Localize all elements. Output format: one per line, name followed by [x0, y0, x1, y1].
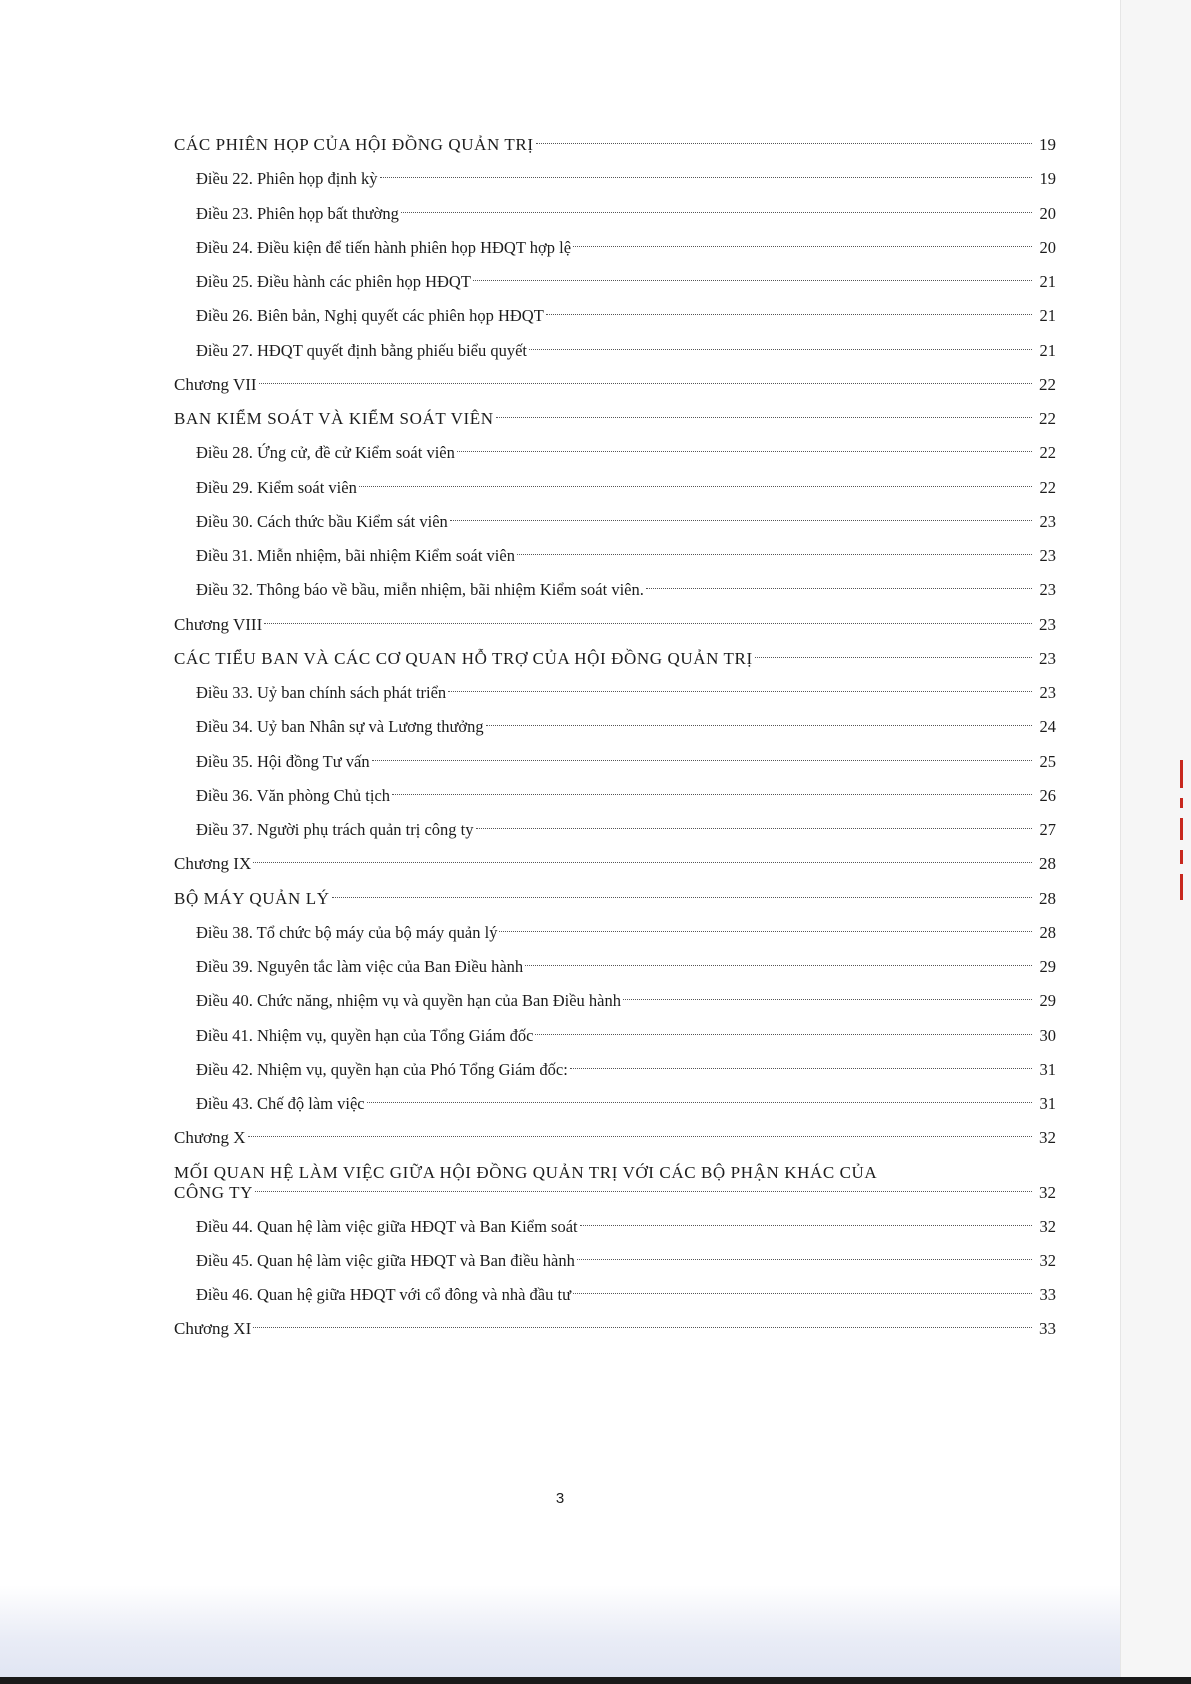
toc-leader-dots — [573, 245, 1032, 247]
toc-entry-page: 21 — [1039, 272, 1056, 291]
toc-entry-title: Điều 32. Thông báo về bầu, miễn nhiệm, bãi nhiệm Kiểm soát viên. — [196, 580, 644, 600]
toc-entry-title: Điều 45. Quan hệ làm việc giữa HĐQT và Ban điều hành — [196, 1250, 575, 1270]
toc-entry — [174, 710, 1056, 744]
toc-leader-dots — [264, 622, 1032, 624]
toc-entry — [174, 916, 1056, 950]
toc-entry — [174, 779, 1056, 813]
toc-entry-page: 33 — [1039, 1319, 1056, 1339]
toc-leader-dots — [499, 930, 1032, 932]
toc-entry-page: 23 — [1039, 546, 1056, 565]
toc-leader-dots — [367, 1101, 1032, 1103]
toc-entry-page: 22 — [1039, 374, 1056, 394]
toc-entry-page: 31 — [1039, 1094, 1056, 1113]
toc-entry-title: Điều 36. Văn phòng Chủ tịch — [196, 785, 391, 805]
toc-entry-page: 32 — [1039, 1128, 1056, 1148]
toc-entry-page: 23 — [1039, 648, 1056, 668]
toc-leader-dots — [473, 279, 1032, 281]
toc-entry-title: Chương X — [174, 1128, 246, 1148]
toc-entry — [174, 642, 1056, 676]
toc-entry-wrapped — [174, 1156, 1056, 1210]
toc-leader-dots — [535, 1033, 1032, 1035]
toc-entry-title: Điều 31. Miễn nhiệm, bãi nhiệm Kiểm soát viên — [196, 546, 515, 565]
toc-leader-dots — [536, 142, 1032, 144]
toc-entry-title: Điều 24. Điều kiện để tiến hành phiên họp HĐQT hợp lệ — [196, 237, 572, 257]
toc-entry — [174, 471, 1056, 505]
toc-entry-title: Chương VII — [174, 374, 257, 394]
toc-leader-dots — [253, 861, 1032, 863]
toc-leader-dots — [476, 827, 1033, 829]
toc-leader-dots — [248, 1135, 1032, 1137]
toc-entry — [174, 368, 1056, 402]
toc-entry-page: 21 — [1039, 306, 1056, 326]
toc-entry-page: 33 — [1039, 1285, 1056, 1304]
toc-entry — [174, 1053, 1056, 1087]
toc-entry-title: Điều 35. Hội đồng Tư vấn — [196, 751, 370, 771]
toc-main-entries — [174, 128, 1056, 1156]
toc-leader-dots — [255, 1190, 1032, 1192]
toc-entry-title: CÁC TIỂU BAN VÀ CÁC CƠ QUAN HỖ TRỢ CỦA HỘI ĐỒNG QUẢN TRỊ — [174, 648, 753, 668]
toc-entry-page: 31 — [1039, 1059, 1056, 1079]
toc-leader-dots — [359, 485, 1032, 487]
toc-entry-page: 23 — [1039, 683, 1056, 702]
toc-leader-dots — [401, 211, 1032, 213]
toc-entry — [174, 813, 1056, 847]
toc-entry — [174, 197, 1056, 231]
toc-entry-page: 32 — [1039, 1216, 1056, 1236]
toc-leader-dots — [332, 896, 1032, 898]
toc-entry-page: 22 — [1039, 443, 1056, 463]
toc-entry-title: Điều 29. Kiểm soát viên — [196, 477, 357, 497]
scan-shadow — [0, 1585, 1120, 1684]
toc-entry-page: 28 — [1039, 888, 1056, 908]
toc-entry — [174, 1244, 1056, 1278]
toc-entry-page: 20 — [1039, 203, 1056, 223]
toc-entry-title: Điều 46. Quan hệ giữa HĐQT với cổ đông và nhà đầu tư — [196, 1285, 572, 1304]
toc-entry-title: Điều 22. Phiên họp định kỳ — [196, 169, 378, 189]
toc-entry — [174, 882, 1056, 916]
toc-entry-title: Chương IX — [174, 854, 252, 874]
toc-entry-page: 32 — [1039, 1182, 1056, 1202]
toc-entry-page: 23 — [1039, 511, 1056, 531]
toc-entry-title: Chương VIII — [174, 614, 263, 634]
toc-entry — [174, 1019, 1056, 1053]
toc-entry-title: Điều 27. HĐQT quyết định bằng phiếu biểu quyết — [196, 340, 528, 360]
toc-entry-title: Chương XI — [174, 1319, 252, 1339]
toc-entry-title: Điều 34. Uỷ ban Nhân sự và Lương thưởng — [196, 717, 484, 737]
toc-entry-page: 26 — [1039, 785, 1056, 805]
toc-leader-dots — [486, 724, 1032, 726]
toc-leader-dots — [573, 1292, 1032, 1294]
toc-entry-page: 29 — [1039, 957, 1056, 976]
toc-entry-page: 27 — [1039, 820, 1056, 839]
table-of-contents — [174, 128, 1056, 1347]
toc-entry-page: 24 — [1039, 717, 1056, 737]
toc-leader-dots — [580, 1224, 1032, 1226]
toc-entry-title: Điều 30. Cách thức bầu Kiểm sát viên — [196, 511, 448, 531]
toc-leader-dots — [372, 759, 1032, 761]
toc-entry — [174, 334, 1056, 368]
toc-entry — [174, 265, 1056, 299]
toc-entry — [174, 1210, 1056, 1244]
red-stamp-mark — [1180, 760, 1186, 920]
toc-entry-page: 19 — [1039, 169, 1056, 189]
toc-entry-title: BAN KIỂM SOÁT VÀ KIỂM SOÁT VIÊN — [174, 409, 494, 428]
toc-leader-dots — [517, 553, 1032, 555]
toc-leader-dots — [755, 656, 1032, 658]
toc-leader-dots — [450, 519, 1032, 521]
toc-leader-dots — [253, 1326, 1032, 1328]
toc-entry-page: 25 — [1039, 751, 1056, 771]
toc-entry-title: Điều 41. Nhiệm vụ, quyền hạn của Tổng Giám đốc — [196, 1025, 534, 1045]
toc-leader-dots — [646, 587, 1032, 589]
page-number: 3 — [555, 1490, 565, 1507]
toc-entry-page: 21 — [1039, 340, 1056, 360]
toc-leader-dots — [623, 998, 1032, 1000]
toc-entry-title: Điều 23. Phiên họp bất thường — [196, 203, 399, 223]
toc-entry-page: 23 — [1039, 580, 1056, 600]
toc-entry-page: 23 — [1039, 614, 1056, 634]
toc-entry — [174, 847, 1056, 881]
toc-entry-title: Điều 43. Chế độ làm việc — [196, 1094, 365, 1113]
toc-leader-dots — [259, 382, 1032, 384]
toc-leader-dots — [457, 450, 1032, 452]
toc-entry-title: Điều 44. Quan hệ làm việc giữa HĐQT và Ban Kiểm soát — [196, 1216, 578, 1236]
toc-entry-line2 — [174, 1183, 1056, 1203]
toc-entry-title: BỘ MÁY QUẢN LÝ — [174, 888, 330, 908]
toc-leader-dots — [496, 416, 1032, 418]
toc-entry-page: 30 — [1039, 1025, 1056, 1045]
toc-entry-page: 22 — [1039, 477, 1056, 497]
toc-leader-dots — [577, 1258, 1032, 1260]
toc-entry — [174, 299, 1056, 333]
toc-leader-dots — [546, 313, 1032, 315]
toc-entry — [174, 984, 1056, 1018]
toc-leader-dots — [570, 1067, 1032, 1069]
toc-entry — [174, 1278, 1056, 1312]
toc-entry — [174, 676, 1056, 710]
toc-entry-title: Điều 37. Người phụ trách quản trị công ty — [196, 820, 474, 839]
toc-entry-page: 29 — [1039, 991, 1056, 1011]
toc-entry-title: Điều 33. Uỷ ban chính sách phát triển — [196, 683, 447, 702]
toc-entry-page: 28 — [1039, 922, 1056, 942]
toc-entry — [174, 608, 1056, 642]
toc-entry — [174, 231, 1056, 265]
toc-entry — [174, 128, 1056, 162]
toc-entry-title: Điều 38. Tổ chức bộ máy của bộ máy quản lý — [196, 922, 498, 942]
toc-entry-title-line2: CÔNG TY — [174, 1182, 253, 1202]
toc-entry — [174, 573, 1056, 607]
toc-entry — [174, 950, 1056, 984]
toc-entry-page: 28 — [1039, 854, 1056, 874]
toc-leader-dots — [529, 348, 1032, 350]
toc-leader-dots — [380, 176, 1033, 178]
toc-entry-title: CÁC PHIÊN HỌP CỦA HỘI ĐỒNG QUẢN TRỊ — [174, 135, 534, 154]
toc-leader-dots — [448, 690, 1032, 692]
toc-leader-dots — [525, 964, 1032, 966]
toc-entry — [174, 1087, 1056, 1121]
toc-tail-entries — [174, 1210, 1056, 1347]
toc-entry — [174, 1312, 1056, 1346]
toc-entry — [174, 1121, 1056, 1155]
toc-entry — [174, 539, 1056, 573]
toc-entry-title-line1: MỐI QUAN HỆ LÀM VIỆC GIỮA HỘI ĐỒNG QUẢN TRỊ VỚI CÁC BỘ PHẬN KHÁC CỦA — [174, 1162, 878, 1182]
toc-entry-page: 32 — [1039, 1250, 1056, 1270]
toc-entry — [174, 162, 1056, 196]
toc-entry — [174, 402, 1056, 436]
toc-entry-title: Điều 25. Điều hành các phiên họp HĐQT — [196, 272, 471, 291]
toc-entry-page: 20 — [1039, 237, 1056, 257]
toc-entry-title: Điều 26. Biên bản, Nghị quyết các phiên họp HĐQT — [196, 306, 544, 326]
toc-entry-title: Điều 40. Chức năng, nhiệm vụ và quyền hạn của Ban Điều hành — [196, 991, 622, 1011]
toc-entry-title: Điều 42. Nhiệm vụ, quyền hạn của Phó Tổng Giám đốc: — [196, 1059, 568, 1079]
toc-entry — [174, 505, 1056, 539]
toc-entry — [174, 745, 1056, 779]
toc-entry-title: Điều 28. Ứng cử, đề cử Kiểm soát viên — [196, 443, 455, 463]
toc-entry-title: Điều 39. Nguyên tắc làm việc của Ban Điều hành — [196, 957, 524, 976]
toc-entry — [174, 436, 1056, 470]
scan-bottom-edge — [0, 1677, 1191, 1684]
toc-leader-dots — [392, 793, 1032, 795]
toc-entry-page: 19 — [1039, 135, 1056, 154]
toc-entry-page: 22 — [1039, 409, 1056, 428]
